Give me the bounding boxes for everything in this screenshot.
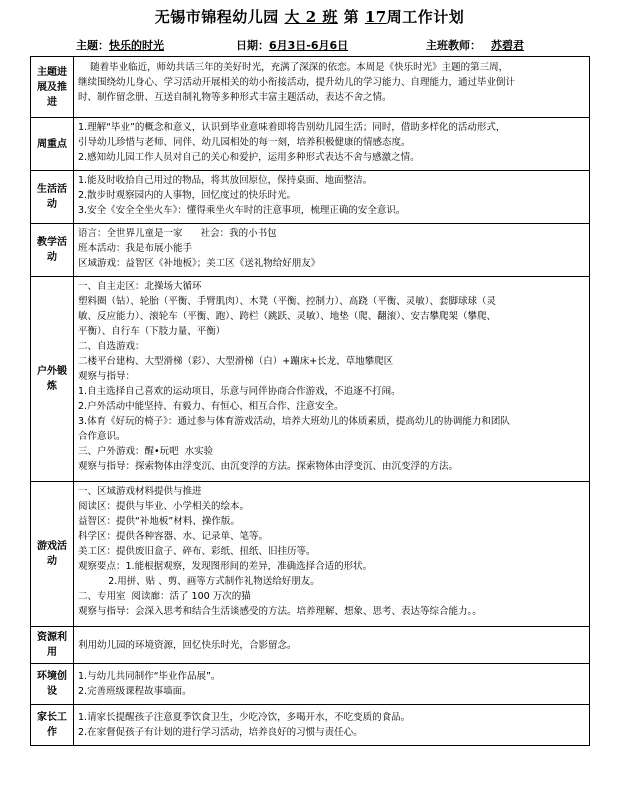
- content-line: 二、专用室 阅读廊：活了 100 万次的猫: [78, 591, 251, 602]
- content-line: 利用幼儿园的环境资源，回忆快乐时光，合影留念。: [78, 639, 297, 651]
- content-line: 2.用拼、贴 、剪、画等方式制作礼物送给好朋友。: [78, 576, 320, 587]
- content-line: 继续围绕幼儿身心、学习活动开展相关的幼小衔接活动，提升幼儿的学习能力、自理能力，通过毕业倒计: [78, 77, 516, 88]
- row-content: [74, 627, 590, 664]
- row-content: [74, 705, 590, 746]
- theme-field: [76, 37, 164, 53]
- content-line: 平衡）、自行车（下肢力量、平衡）: [78, 326, 226, 337]
- content-line: 区域游戏：益智区《补地板》；美工区《送礼物给好朋友》: [78, 258, 321, 269]
- row-content: [74, 277, 590, 482]
- content-line: 塑料圈（钻）、轮胎（平衡、手臂肌肉）、木凳（平衡、控制力）、高跷（平衡、灵敏）、套脚球球（灵: [78, 296, 497, 307]
- page-title: [0, 6, 619, 27]
- content-line: 一、自主走区：北操场大循环: [78, 281, 202, 292]
- table-row: [31, 118, 590, 171]
- content-line: 1.与幼儿共同制作“毕业作品展”。: [78, 671, 221, 682]
- table-row: [31, 627, 590, 664]
- content-line: 2.完善班级课程故事墙面。: [78, 686, 192, 697]
- row-content: [74, 482, 590, 627]
- row-label: 游戏活动: [31, 482, 74, 627]
- plan-table: [30, 56, 590, 746]
- content-line: 一、区域游戏材料提供与推进: [78, 486, 202, 497]
- row-label: 家长工作: [31, 705, 74, 746]
- row-label: 教学活动: [31, 224, 74, 277]
- table-row: [31, 664, 590, 705]
- row-content: [74, 57, 590, 118]
- row-content: [74, 118, 590, 171]
- row-label: 生活活动: [31, 171, 74, 224]
- date-value: 6月3日-6月6日: [269, 39, 349, 52]
- theme-label: 主题：: [76, 39, 109, 52]
- week-suffix: 周工作计划: [386, 8, 465, 26]
- table-row: [31, 224, 590, 277]
- teacher-field: [426, 37, 524, 53]
- content-line: 1.请家长提醒孩子注意夏季饮食卫生，少吃冷饮，多喝开水，不吃变质的食品。: [78, 712, 411, 723]
- content-line: 1.自主选择自己喜欢的运动项目，乐意与同伴协商合作游戏，不追逐不打闹。: [78, 386, 401, 397]
- content-line: 语言：全世界儿童是一家 社会：我的小书包: [78, 228, 277, 239]
- class-name: 大 2 班: [284, 8, 338, 26]
- week-number: 17: [364, 8, 387, 26]
- content-line: 三、户外游戏：醒•玩吧 水实验: [78, 446, 214, 457]
- table-row: [31, 705, 590, 746]
- row-content: [74, 224, 590, 277]
- content-line: 美工区：提供废旧盒子、碎布、彩纸、扭纸、旧挂历等。: [78, 546, 316, 557]
- content-line: 2.在家督促孩子有计划的进行学习活动，培养良好的习惯与责任心。: [78, 727, 363, 738]
- row-label: 资源利用: [31, 627, 74, 664]
- content-line: 二楼平台建构、大型滑梯（彩）、大型滑梯（白）+蹦床+长龙、草地攀爬区: [78, 356, 394, 367]
- row-label: 户外锻炼: [31, 277, 74, 482]
- content-line: 1.能及时收拾自己用过的物品，将其放回原位，保持桌面、地面整洁。: [78, 175, 373, 186]
- school-name: 无锡市锦程幼儿园: [154, 8, 279, 26]
- content-line: 观察与指导：会深入思考和结合生活谈感受的方法。培养理解、想象、思考、表达等综合能力。。: [78, 606, 482, 617]
- content-line: 观察与指导：: [78, 371, 136, 382]
- theme-value: 快乐的时光: [109, 39, 164, 52]
- content-line: 2.户外活动中能坚持、有毅力、有恒心、相互合作、注意安全。: [78, 401, 344, 412]
- content-line: 二、自选游戏：: [78, 341, 145, 352]
- table-row: [31, 171, 590, 224]
- row-content: [74, 171, 590, 224]
- content-line: 班本活动：我是布展小能手: [78, 243, 193, 254]
- content-line: 2.感知幼儿园工作人员对自己的关心和爱护，运用多种形式表达不舍与感激之情。: [78, 152, 420, 163]
- week-prefix: 第: [343, 8, 360, 26]
- table-row: [31, 482, 590, 627]
- table-row: [31, 277, 590, 482]
- row-label: 周重点: [31, 118, 74, 171]
- content-line: 观察要点：1.能根据观察，发现图形间的差异，准确选择合适的形状。: [78, 561, 373, 572]
- table-row: [31, 57, 590, 118]
- content-line: 益智区：提供“补地板”材料、操作版。: [78, 516, 240, 527]
- content-line: 引导幼儿珍惜与老师、同伴、幼儿园相处的每一刻，培养积极健康的情感态度。: [78, 137, 411, 148]
- row-label: 环境创设: [31, 664, 74, 705]
- content-line: 敏、反应能力）、滚轮车（平衡、跑）、跨栏（跳跃、灵敏）、地垫（爬、翻滚）、安吉攀爬架（攀爬、: [78, 311, 497, 322]
- content-line: 观察与指导：探索物体由浮变沉、由沉变浮的方法。探索物体由浮变沉、由沉变浮的方法。: [78, 461, 459, 472]
- content-line: 时、制作留念册、互送自制礼物等多种形式丰富主题活动，表达不舍之情。: [78, 92, 392, 103]
- content-line: 2.散步时观察园内的人事物，回忆度过的快乐时光。: [78, 190, 297, 201]
- teacher-value: 苏碧君: [491, 39, 524, 52]
- row-content: [74, 664, 590, 705]
- content-line: 随着毕业临近，师幼共话三年的美好时光，充满了深深的依恋。本周是《快乐时光》主题的第三周，: [78, 62, 509, 73]
- date-field: [236, 37, 348, 53]
- content-line: 1.理解“毕业”的概念和意义，认识到毕业意味着即将告别幼儿园生活；同时，借助多样化的活动形式，: [78, 122, 506, 133]
- date-label: 日期：: [236, 39, 269, 52]
- content-line: 阅读区：提供与毕业、小学相关的绘本。: [78, 501, 250, 512]
- teacher-label: 主班教师：: [426, 39, 481, 52]
- content-line: 合作意识。: [78, 431, 126, 442]
- content-line: 3.体育《好玩的椅子》：通过参与体育游戏活动，培养大班幼儿的体质素质，提高幼儿的协调能力和团队: [78, 416, 510, 427]
- content-line: 科学区：提供各种容器、水、记录单、笔等。: [78, 531, 269, 542]
- content-line: 3.安全《安全全坐火车》：懂得乘坐火车时的注意事项，梳理正确的安全意识。: [78, 205, 406, 216]
- row-label: 主题进展及推进: [31, 57, 74, 118]
